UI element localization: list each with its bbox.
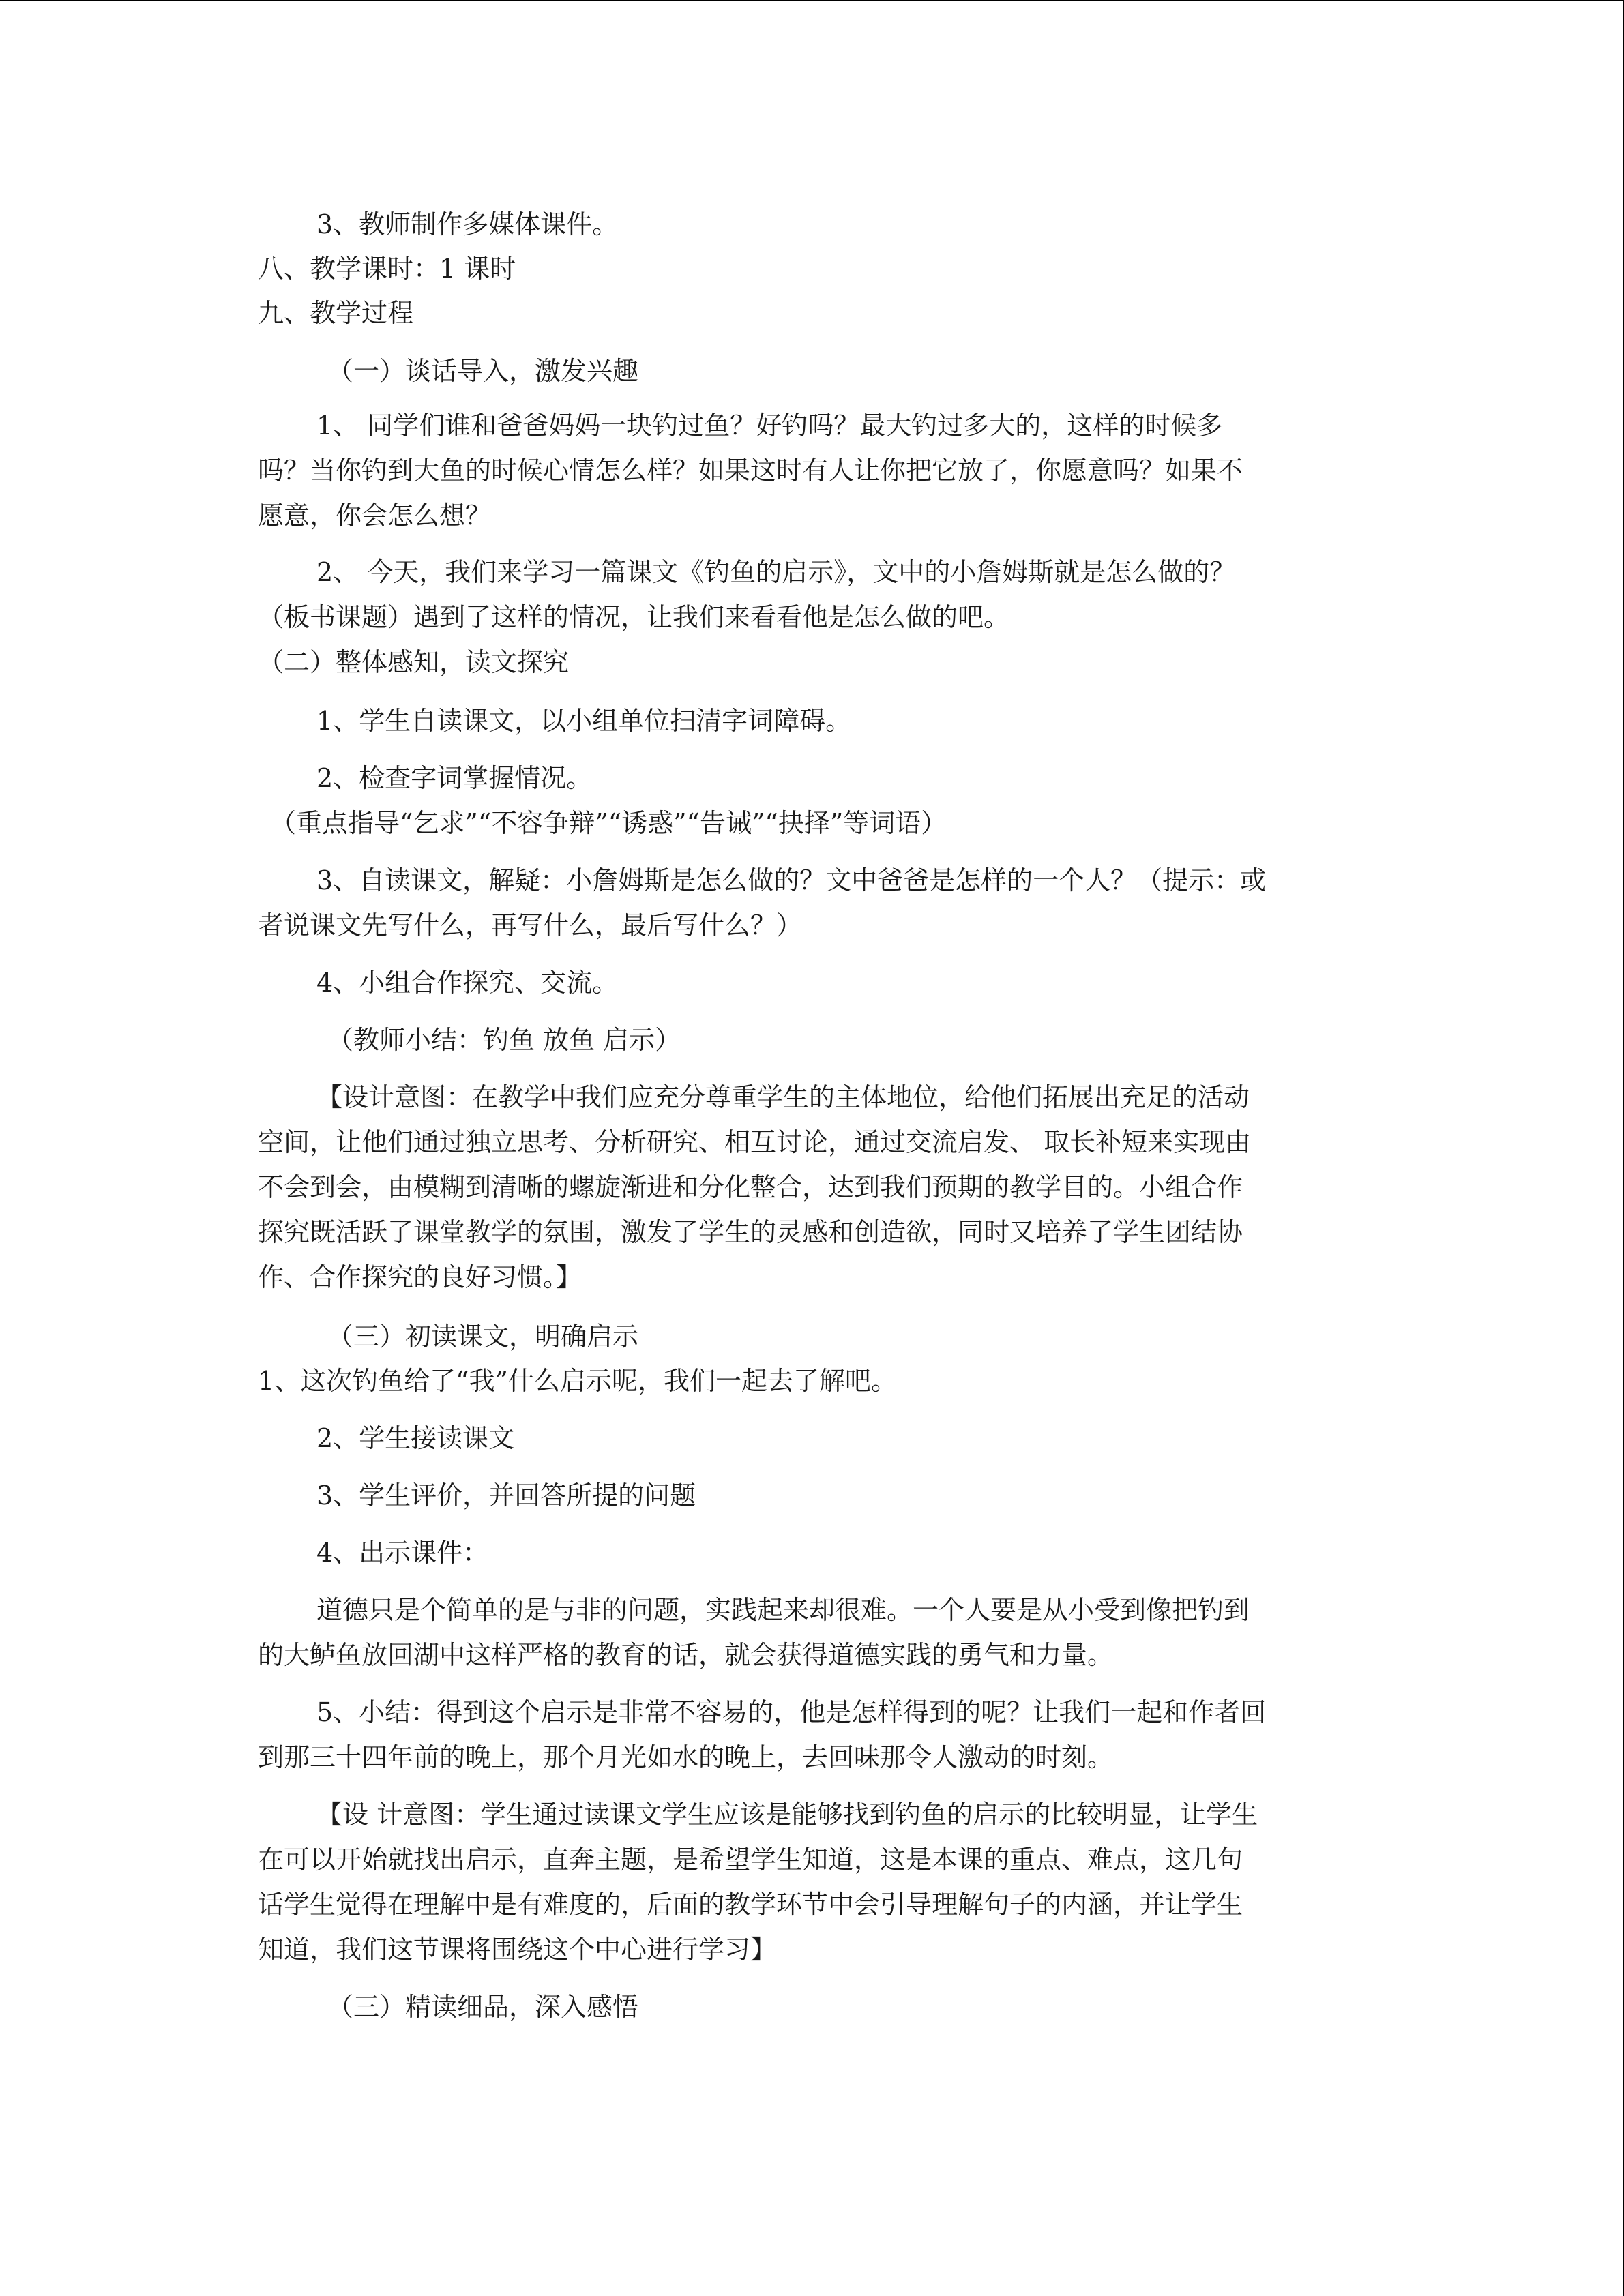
section-heading: 九、教学过程 [258, 298, 414, 328]
text-line: 到那三十四年前的晚上，那个月光如水的晚上，去回味那令人激动的时刻。 [258, 1742, 1114, 1772]
text-line: （板书课题）遇到了这样的情况，让我们来看看他是怎么做的吧。 [258, 602, 1010, 632]
text-line: 1、 同学们谁和爸爸妈妈一块钓过鱼？好钓吗？最大钓过多大的，这样的时候多 [316, 411, 1223, 441]
design-intent-line: 知道，我们这节课将围绕这个中心进行学习】 [258, 1935, 777, 1965]
text-line: 者说课文先写什么，再写什么，最后写什么？） [258, 910, 803, 940]
text-line: 5、小结：得到这个启示是非常不容易的，他是怎样得到的呢？让我们一起和作者回 [316, 1697, 1267, 1727]
subsection-heading: （三）初读课文，明确启示 [327, 1322, 639, 1352]
text-line: 3、教师制作多媒体课件。 [316, 209, 619, 239]
text-line: 3、自读课文，解疑：小詹姆斯是怎么做的？文中爸爸是怎样的一个人？（提示：或 [316, 865, 1267, 895]
design-intent-line: 不会到会，由模糊到清晰的螺旋渐进和分化整合，达到我们预期的教学目的。小组合作 [258, 1172, 1243, 1202]
text-line: 4、出示课件： [316, 1538, 489, 1568]
design-intent-line: 话学生觉得在理解中是有难度的，后面的教学环节中会引导理解句子的内涵，并让学生 [258, 1890, 1243, 1920]
section-heading: 八、教学课时：1 课时 [258, 254, 516, 284]
text-line: 2、 今天，我们来学习一篇课文《钓鱼的启示》，文中的小詹姆斯就是怎么做的？ [316, 557, 1236, 587]
subsection-heading: （一）谈话导入，激发兴趣 [327, 356, 639, 386]
text-line: 道德只是个简单的是与非的问题，实践起来却很难。一个人要是从小受到像把钓到 [316, 1595, 1250, 1625]
text-line: 2、学生接读课文 [316, 1423, 515, 1453]
text-line: 4、小组合作探究、交流。 [316, 968, 619, 998]
text-line: 吗？当你钓到大鱼的时候心情怎么样？如果这时有人让你把它放了，你愿意吗？如果不 [258, 456, 1243, 486]
text-line: 2、检查字词掌握情况。 [316, 763, 593, 793]
text-line: （教师小结：钓鱼 放鱼 启示） [327, 1025, 681, 1055]
design-intent-line: 空间，让他们通过独立思考、分析研究、相互讨论，通过交流启发、 取长补短来实现由 [258, 1127, 1252, 1157]
text-line: 的大鲈鱼放回湖中这样严格的教育的话，就会获得道德实践的勇气和力量。 [258, 1640, 1114, 1670]
text-line: 愿意，你会怎么想？ [258, 501, 492, 531]
design-intent-line: 【设 计意图：学生通过读课文学生应该是能够找到钓鱼的启示的比较明显，让学生 [316, 1800, 1258, 1830]
text-line: 1、学生自读课文，以小组单位扫清字词障碍。 [316, 706, 852, 736]
text-line: （重点指导“乞求”“不容争辩”“诱惑”“告诫”“抉择”等词语） [270, 808, 947, 838]
subsection-heading: （二）整体感知，读文探究 [258, 647, 570, 677]
design-intent-line: 在可以开始就找出启示，直奔主题，是希望学生知道，这是本课的重点、难点，这几句 [258, 1845, 1243, 1875]
design-intent-line: 探究既活跃了课堂教学的氛围，激发了学生的灵感和创造欲，同时又培养了学生团结协 [258, 1217, 1243, 1247]
design-intent-line: 【设计意图：在教学中我们应充分尊重学生的主体地位，给他们拓展出充足的活动 [316, 1082, 1250, 1112]
text-line: 3、学生评价，并回答所提的问题 [316, 1480, 696, 1510]
subsection-heading: （三）精读细品，深入感悟 [327, 1992, 639, 2022]
design-intent-line: 作、合作探究的良好习惯。】 [258, 1262, 582, 1292]
text-line: 1、这次钓鱼给了“我”什么启示呢，我们一起去了解吧。 [258, 1366, 898, 1396]
